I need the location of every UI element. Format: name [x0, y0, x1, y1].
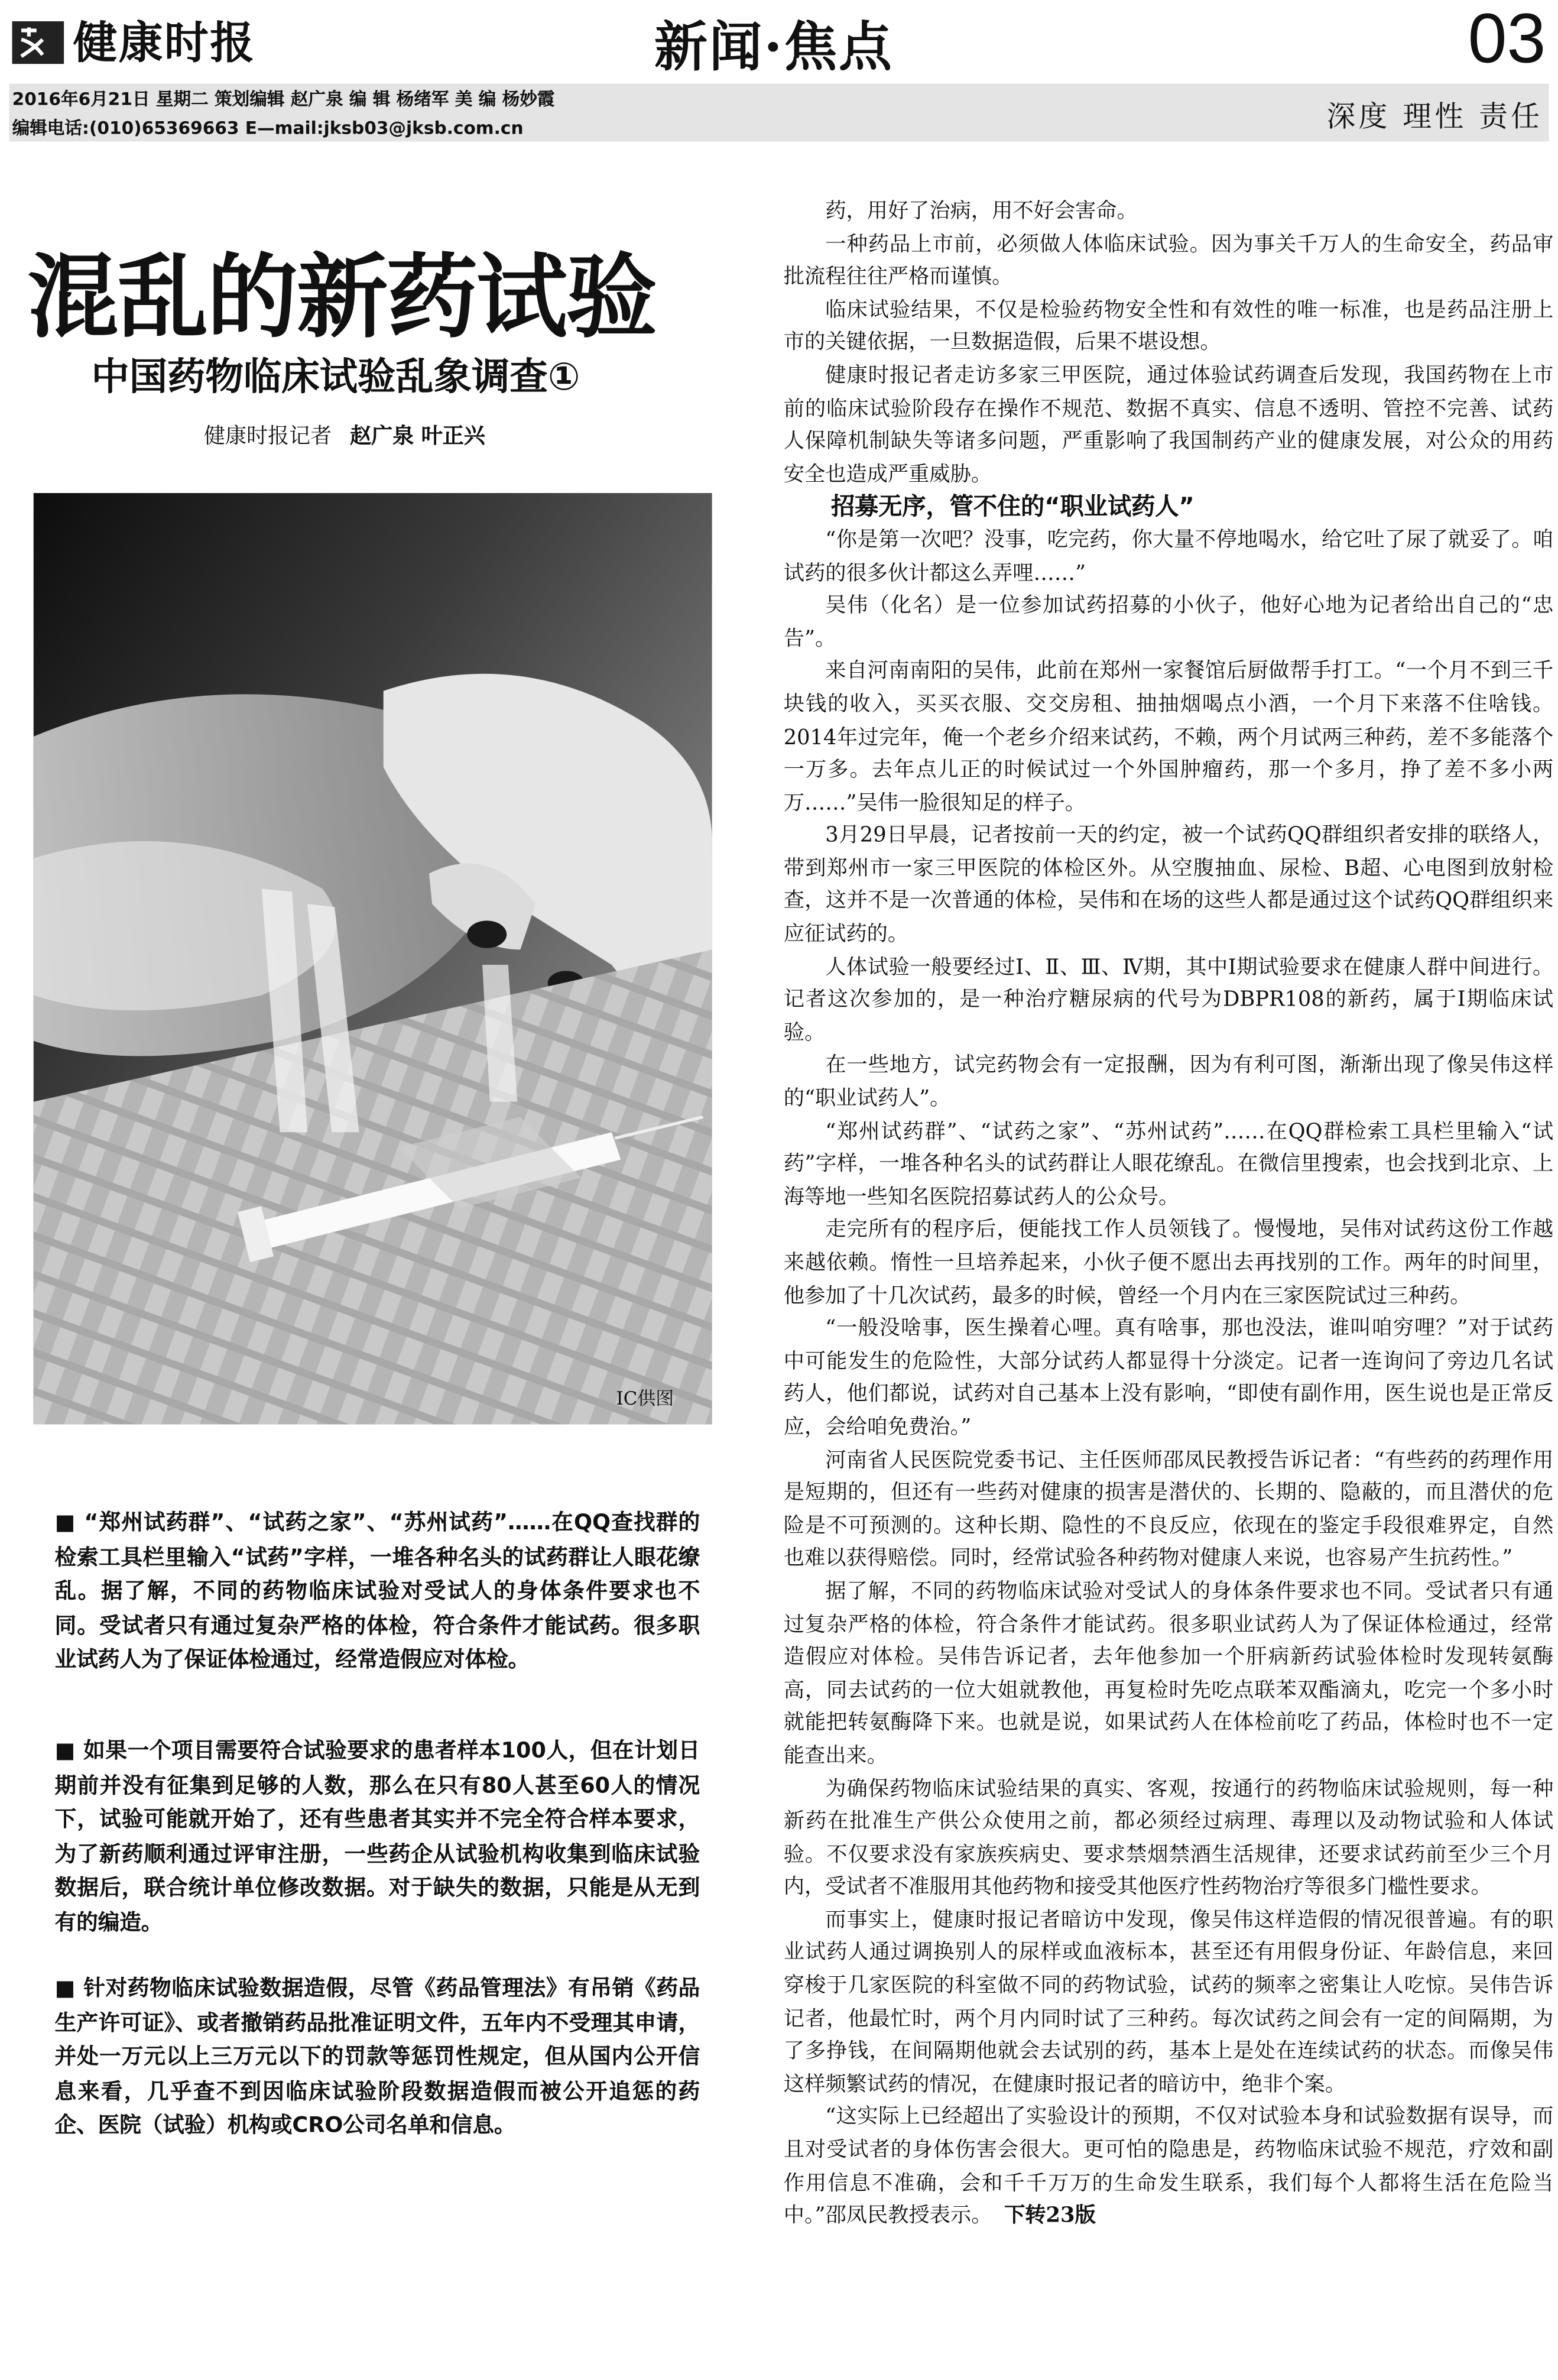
summary-box: ■ “郑州试药群”、“试药之家”、“苏州试药”……在QQ查找群的检索工具栏里输入“试药”字样，一堆各种名头的试药群让人眼花缭乱。据了解，不同的药物临床试验对受试人的身体条件要求也不同。受试者只有通过复杂严格的体检，符合条件才能试药。很多职业试药人为了保证体检通过，经常造假应对体检。	[54, 1511, 700, 1673]
continue-note: 下转23版	[1004, 2204, 1096, 2229]
contact-line: 编辑电话:(010)65369663 E—mail:jksb03@jksb.com.cn	[12, 117, 524, 139]
intro-paragraph: 药，用好了治病，用不好会害命。	[825, 199, 1138, 224]
summary-box: ■ 针对药物临床试验数据造假，尽管《药品管理法》有吊销《药品生产许可证》、或者撤销药品批准证明文件，五年内不受理其申请，并处一万元以上三万元以下的罚款等惩罚性规定，但从国内公开信息来看，几乎查不到因临床试验阶段数据造假而被公开追惩的药企、医院（试验）机构或CRO公司名单和信息。	[54, 1976, 700, 2138]
byline	[204, 420, 485, 450]
paper-name: 健康时报	[73, 17, 256, 69]
summary-box: ■ 如果一个项目需要符合试验要求的患者样本100人，但在计划日期前并没有征集到足够的人数，那么在只有80人甚至60人的情况下，试验可能就开始了，还有些患者其实并不完全符合样本要求，为了新药顺利通过评审注册，一些药企从试验机构收集到临床试验数据后，联合统计单位修改数据。对于缺失的数据，只能是从无到有的编造。	[54, 1739, 700, 1935]
body-paragraph: 据了解，不同的药物临床试验对受试人的身体条件要求也不同。受试者只有通过复杂严格的体检，符合条件才能试药。很多职业试药人为了保证体检通过，经常造假应对体检。吴伟告诉记者，去年他参加一个肝病新药试验体检时发现转氨酶高，同去试药的一位大姐就教他，再复检时先吃点联苯双酯滴丸，吃完一个多小时就能把转氨酶降下来。也就是说，如果试药人在体检前吃了药品，体检时也不一定能查出来。	[783, 1579, 1554, 1769]
body-paragraph: 在一些地方，试完药物会有一定报酬，因为有利可图，渐渐出现了像吴伟这样的“职业试药人”。	[783, 1053, 1554, 1111]
body-paragraph: 走完所有的程序后，便能找工作人员领钱了。慢慢地，吴伟对试药这份工作越来越依赖。惰性一旦培养起来，小伙子便不愿出去再找别的工作。两年的时间里，他参加了十几次试药，最多的时候，曾经一个月内在三家医院试过三种药。	[783, 1218, 1554, 1308]
headline: 混乱的新药试验	[27, 245, 656, 352]
article-photo	[34, 493, 712, 1424]
body-paragraph: “一般没啥事，医生操着心哩。真有啥事，那也没法，谁叫咱穷哩？”对于试药中可能发生的危险性，大部分试药人都显得十分淡定。记者一连询问了旁边几名试药人，他们都说，试药对自己基本上没有影响，“即使有副作用，医生说也是正常反应，会给咱免费治。”	[783, 1317, 1554, 1440]
page-number: 03	[1468, 0, 1546, 78]
article-body	[784, 196, 1554, 2233]
closing-paragraph: “这实际上已经超出了实验设计的预期，不仅对试验本身和试验数据有误导，而且对受试者的身体伤害会很大。更可怕的隐患是，药物临床试验不规范，疗效和副作用信息不准确，会和千千万万的生命发生联系，我们每个人都将生活在危险当中。”邵凤民教授表示。	[783, 2105, 1554, 2229]
intro-paragraph: 临床试验结果，不仅是检验药物安全性和有效性的唯一标准，也是药品注册上市的关键依据，一旦数据造假，后果不堪设想。	[783, 297, 1554, 355]
byline-authors: 赵广泉 叶正兴	[350, 424, 485, 449]
body-paragraph: 河南省人民医院党委书记、主任医师邵凤民教授告诉记者：“有些药的药理作用是短期的，但还有一些药对健康的损害是潜伏的、长期的、隐蔽的，而且潜伏的危险是不可预测的。这种长期、隐性的不良反应，依现在的鉴定手段很难界定，自然也难以获得赔偿。同时，经常试验各种药物对健康人来说，也容易产生抗药性。”	[783, 1448, 1554, 1571]
body-paragraph: “郑州试药群”、“试药之家”、“苏州试药”……在QQ群检索工具栏里输入“试药”字样，一堆各种名头的试药群让人眼花缭乱。在微信里搜索，也会找到北京、上海等地一些知名医院招募试药人的公众号。	[783, 1119, 1554, 1210]
body-paragraph: 为确保药物临床试验结果的真实、客观，按通行的药物临床试验规则，每一种新药在批准生产供公众使用之前，都必须经过病理、毒理以及动物试验和人体试验。不仅要求没有家族疾病史、要求禁烟禁酒生活规律，还要求试药前至少三个月内，受试者不准服用其他药物和接受其他医疗性药物治疗等很多门槛性要求。	[783, 1776, 1554, 1900]
body-paragraph: “你是第一次吧？没事，吃完药，你大量不停地喝水，给它吐了尿了就妥了。咱试药的很多伙计都这么弄哩……”	[783, 528, 1554, 585]
byline-prefix: 健康时报记者	[203, 424, 332, 449]
subsection-title: 招募无序，管不住的“职业试药人”	[831, 493, 1195, 521]
intro-paragraph: 健康时报记者走访多家三甲医院，通过体验试药调查后发现，我国药物在上市前的临床试验阶段存在操作不规范、数据不真实、信息不透明、管控不完善、试药人保障机制缺失等诸多问题，严重影响了我国制药产业的健康发展，对公众的用药安全也造成严重威胁。	[783, 364, 1554, 487]
body-paragraph: 吴伟（化名）是一位参加试药招募的小伙子，他好心地为记者给出自己的“忠告”。	[783, 594, 1554, 651]
intro-paragraph: 一种药品上市前，必须做人体临床试验。因为事关千万人的生命安全，药品审批流程往往严格而谨慎。	[783, 232, 1554, 290]
body-paragraph: 人体试验一般要经过Ⅰ、Ⅱ、Ⅲ、Ⅳ期，其中Ⅰ期试验要求在健康人群中间进行。记者这次参加的，是一种治疗糖尿病的代号为DBPR108的新药，属于Ⅰ期临床试验。	[783, 955, 1554, 1046]
section-title: 新闻·焦点	[654, 17, 894, 79]
photo-credit: IC供图	[616, 1387, 674, 1409]
newspaper-logo-icon	[12, 21, 64, 64]
body-paragraph: 3月29日早晨，记者按前一天的约定，被一个试药QQ群组织者安排的联络人，带到郑州市一家三甲医院的体检区外。从空腹抽血、尿检、B超、心电图到放射检查，这并不是一次普通的体检，吴伟和在场的这些人都是通过这个试药QQ群组织来应征试药的。	[783, 823, 1554, 947]
motto: 深度 理性 责任	[1326, 100, 1543, 134]
subheadline: 中国药物临床试验乱象调查①	[91, 354, 580, 399]
body-paragraph	[784, 2102, 1554, 2233]
body-paragraph: 来自河南南阳的吴伟，此前在郑州一家餐馆后厨做帮手打工。“一个月不到三千块钱的收入，买买衣服、交交房租、抽抽烟喝点小酒，一个月下来落不住啥钱。2014年过完年，俺一个老乡介绍来试药，不赖，两个月试两三种药，差不多能落个一万多。去年点儿正的时候试过一个外国肿瘤药，那一个多月，挣了差不多小两万……”吴伟一脸很知足的样子。	[783, 659, 1554, 815]
body-paragraph: 而事实上，健康时报记者暗访中发现，像吴伟这样造假的情况很普遍。有的职业试药人通过调换别人的尿样或血液标本，甚至还有用假身份证、年龄信息，来回穿梭于几家医院的科室做不同的药物试验，试药的频率之密集让人吃惊。吴伟告诉记者，他最忙时，两个月内同时试了三种药。每次试药之间会有一定的间隔期，为了多挣钱，在间隔期他就会去试别的药，基本上是处在连续试药的状态。而像吴伟这样频繁试药的情况，在健康时报记者的暗访中，绝非个案。	[783, 1908, 1554, 2097]
date-editor-line: 2016年6月21日 星期二 策划编辑 赵广泉 编 辑 杨绪军 美 编 杨妙霞	[12, 88, 555, 110]
